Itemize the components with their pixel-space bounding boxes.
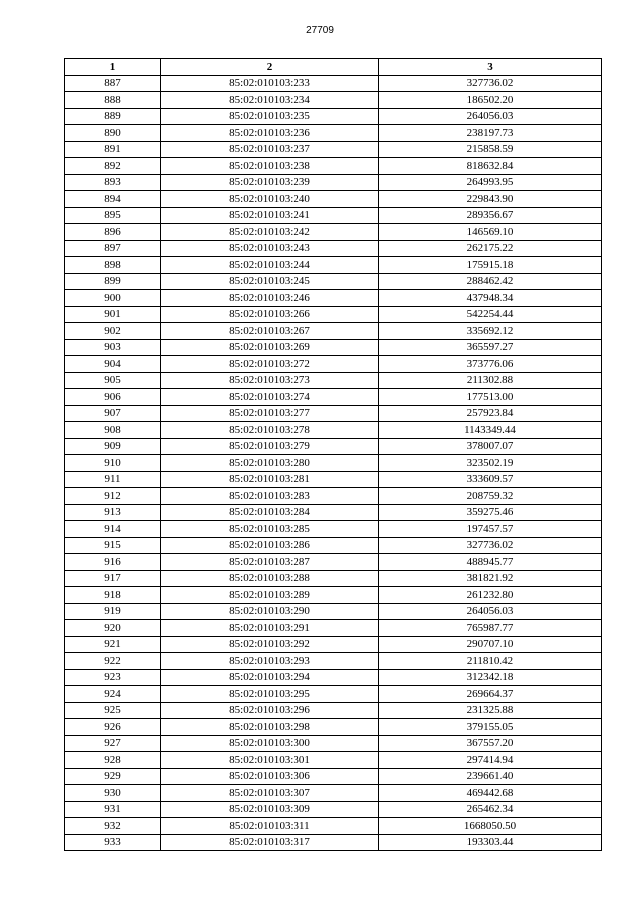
header-row xyxy=(65,59,602,76)
value-cell: 177513.00 xyxy=(379,389,602,406)
table-row xyxy=(65,554,602,571)
table-row xyxy=(65,339,602,356)
value-cell: 262175.22 xyxy=(379,240,602,257)
cadastral-number-cell: 85:02:010103:280 xyxy=(161,455,379,472)
row-number-cell: 897 xyxy=(65,240,161,257)
value-cell: 365597.27 xyxy=(379,339,602,356)
table-row xyxy=(65,752,602,769)
cadastral-number-cell: 85:02:010103:242 xyxy=(161,224,379,241)
value-cell: 765987.77 xyxy=(379,620,602,637)
value-cell: 367557.20 xyxy=(379,735,602,752)
row-number-cell: 890 xyxy=(65,125,161,142)
table-row xyxy=(65,191,602,208)
table-row xyxy=(65,455,602,472)
row-number-cell: 895 xyxy=(65,207,161,224)
table-row xyxy=(65,125,602,142)
table-row xyxy=(65,719,602,736)
row-number-cell: 892 xyxy=(65,158,161,175)
row-number-cell: 929 xyxy=(65,768,161,785)
cadastral-number-cell: 85:02:010103:296 xyxy=(161,702,379,719)
value-cell: 264056.03 xyxy=(379,108,602,125)
value-cell: 1668050.50 xyxy=(379,818,602,835)
cadastral-number-cell: 85:02:010103:234 xyxy=(161,92,379,109)
value-cell: 297414.94 xyxy=(379,752,602,769)
cadastral-number-cell: 85:02:010103:281 xyxy=(161,471,379,488)
row-number-cell: 928 xyxy=(65,752,161,769)
row-number-cell: 923 xyxy=(65,669,161,686)
row-number-cell: 887 xyxy=(65,75,161,92)
value-cell: 335692.12 xyxy=(379,323,602,340)
table-row xyxy=(65,174,602,191)
row-number-cell: 909 xyxy=(65,438,161,455)
cadastral-number-cell: 85:02:010103:290 xyxy=(161,603,379,620)
value-cell: 327736.02 xyxy=(379,75,602,92)
row-number-cell: 901 xyxy=(65,306,161,323)
row-number-cell: 905 xyxy=(65,372,161,389)
value-cell: 239661.40 xyxy=(379,768,602,785)
table-row xyxy=(65,570,602,587)
value-cell: 289356.67 xyxy=(379,207,602,224)
table-row xyxy=(65,273,602,290)
cadastral-number-cell: 85:02:010103:279 xyxy=(161,438,379,455)
value-cell: 488945.77 xyxy=(379,554,602,571)
header-cell-2: 2 xyxy=(161,59,379,76)
row-number-cell: 918 xyxy=(65,587,161,604)
cadastral-number-cell: 85:02:010103:278 xyxy=(161,422,379,439)
table-row xyxy=(65,620,602,637)
table-row xyxy=(65,785,602,802)
cadastral-number-cell: 85:02:010103:287 xyxy=(161,554,379,571)
cadastral-number-cell: 85:02:010103:266 xyxy=(161,306,379,323)
value-cell: 323502.19 xyxy=(379,455,602,472)
table-row xyxy=(65,224,602,241)
value-cell: 238197.73 xyxy=(379,125,602,142)
cadastral-number-cell: 85:02:010103:244 xyxy=(161,257,379,274)
value-cell: 211302.88 xyxy=(379,372,602,389)
value-cell: 359275.46 xyxy=(379,504,602,521)
row-number-cell: 930 xyxy=(65,785,161,802)
table-row xyxy=(65,438,602,455)
table-row xyxy=(65,372,602,389)
row-number-cell: 933 xyxy=(65,834,161,851)
cadastral-number-cell: 85:02:010103:300 xyxy=(161,735,379,752)
cadastral-number-cell: 85:02:010103:233 xyxy=(161,75,379,92)
table-row xyxy=(65,521,602,538)
cadastral-number-cell: 85:02:010103:240 xyxy=(161,191,379,208)
cadastral-number-cell: 85:02:010103:298 xyxy=(161,719,379,736)
table-row xyxy=(65,834,602,851)
value-cell: 265462.34 xyxy=(379,801,602,818)
table-row xyxy=(65,636,602,653)
table-header xyxy=(65,59,602,76)
cadastral-number-cell: 85:02:010103:317 xyxy=(161,834,379,851)
cadastral-number-cell: 85:02:010103:292 xyxy=(161,636,379,653)
cadastral-number-cell: 85:02:010103:235 xyxy=(161,108,379,125)
value-cell: 146569.10 xyxy=(379,224,602,241)
cadastral-number-cell: 85:02:010103:273 xyxy=(161,372,379,389)
row-number-cell: 914 xyxy=(65,521,161,538)
value-cell: 818632.84 xyxy=(379,158,602,175)
cadastral-number-cell: 85:02:010103:307 xyxy=(161,785,379,802)
row-number-cell: 898 xyxy=(65,257,161,274)
table-row xyxy=(65,768,602,785)
cadastral-number-cell: 85:02:010103:293 xyxy=(161,653,379,670)
cadastral-number-cell: 85:02:010103:239 xyxy=(161,174,379,191)
table-row xyxy=(65,422,602,439)
table-row xyxy=(65,158,602,175)
data-table xyxy=(64,58,602,851)
cadastral-number-cell: 85:02:010103:283 xyxy=(161,488,379,505)
table-row xyxy=(65,356,602,373)
row-number-cell: 907 xyxy=(65,405,161,422)
table-row xyxy=(65,75,602,92)
row-number-cell: 889 xyxy=(65,108,161,125)
row-number-cell: 921 xyxy=(65,636,161,653)
row-number-cell: 908 xyxy=(65,422,161,439)
row-number-cell: 900 xyxy=(65,290,161,307)
cadastral-number-cell: 85:02:010103:274 xyxy=(161,389,379,406)
table-row xyxy=(65,686,602,703)
row-number-cell: 903 xyxy=(65,339,161,356)
table-row xyxy=(65,735,602,752)
row-number-cell: 915 xyxy=(65,537,161,554)
table-row xyxy=(65,818,602,835)
row-number-cell: 922 xyxy=(65,653,161,670)
table-row xyxy=(65,471,602,488)
value-cell: 197457.57 xyxy=(379,521,602,538)
value-cell: 229843.90 xyxy=(379,191,602,208)
cadastral-number-cell: 85:02:010103:311 xyxy=(161,818,379,835)
cadastral-number-cell: 85:02:010103:284 xyxy=(161,504,379,521)
cadastral-number-cell: 85:02:010103:286 xyxy=(161,537,379,554)
value-cell: 378007.07 xyxy=(379,438,602,455)
cadastral-number-cell: 85:02:010103:243 xyxy=(161,240,379,257)
table-row xyxy=(65,290,602,307)
cadastral-number-cell: 85:02:010103:272 xyxy=(161,356,379,373)
value-cell: 257923.84 xyxy=(379,405,602,422)
cadastral-number-cell: 85:02:010103:269 xyxy=(161,339,379,356)
table-row xyxy=(65,801,602,818)
value-cell: 261232.80 xyxy=(379,587,602,604)
value-cell: 175915.18 xyxy=(379,257,602,274)
table-row xyxy=(65,702,602,719)
cadastral-number-cell: 85:02:010103:277 xyxy=(161,405,379,422)
value-cell: 333609.57 xyxy=(379,471,602,488)
cadastral-number-cell: 85:02:010103:291 xyxy=(161,620,379,637)
table-row xyxy=(65,669,602,686)
value-cell: 1143349.44 xyxy=(379,422,602,439)
row-number-cell: 927 xyxy=(65,735,161,752)
table-row xyxy=(65,504,602,521)
row-number-cell: 931 xyxy=(65,801,161,818)
value-cell: 437948.34 xyxy=(379,290,602,307)
row-number-cell: 893 xyxy=(65,174,161,191)
header-cell-3: 3 xyxy=(379,59,602,76)
row-number-cell: 888 xyxy=(65,92,161,109)
row-number-cell: 924 xyxy=(65,686,161,703)
header-cell-1: 1 xyxy=(65,59,161,76)
row-number-cell: 911 xyxy=(65,471,161,488)
value-cell: 542254.44 xyxy=(379,306,602,323)
value-cell: 264056.03 xyxy=(379,603,602,620)
page-number: 27709 xyxy=(306,25,334,36)
cadastral-number-cell: 85:02:010103:294 xyxy=(161,669,379,686)
row-number-cell: 913 xyxy=(65,504,161,521)
table-row xyxy=(65,537,602,554)
row-number-cell: 904 xyxy=(65,356,161,373)
row-number-cell: 926 xyxy=(65,719,161,736)
table-row xyxy=(65,92,602,109)
row-number-cell: 920 xyxy=(65,620,161,637)
row-number-cell: 912 xyxy=(65,488,161,505)
value-cell: 290707.10 xyxy=(379,636,602,653)
table-row xyxy=(65,587,602,604)
cadastral-number-cell: 85:02:010103:237 xyxy=(161,141,379,158)
cadastral-number-cell: 85:02:010103:236 xyxy=(161,125,379,142)
cadastral-number-cell: 85:02:010103:301 xyxy=(161,752,379,769)
table-row xyxy=(65,108,602,125)
table-row xyxy=(65,141,602,158)
value-cell: 373776.06 xyxy=(379,356,602,373)
row-number-cell: 896 xyxy=(65,224,161,241)
cadastral-number-cell: 85:02:010103:246 xyxy=(161,290,379,307)
value-cell: 264993.95 xyxy=(379,174,602,191)
cadastral-number-cell: 85:02:010103:289 xyxy=(161,587,379,604)
cadastral-number-cell: 85:02:010103:245 xyxy=(161,273,379,290)
table-row xyxy=(65,207,602,224)
cadastral-number-cell: 85:02:010103:309 xyxy=(161,801,379,818)
row-number-cell: 894 xyxy=(65,191,161,208)
value-cell: 269664.37 xyxy=(379,686,602,703)
table-row xyxy=(65,323,602,340)
table-row xyxy=(65,405,602,422)
row-number-cell: 891 xyxy=(65,141,161,158)
table-row xyxy=(65,389,602,406)
row-number-cell: 917 xyxy=(65,570,161,587)
value-cell: 312342.18 xyxy=(379,669,602,686)
table-row xyxy=(65,653,602,670)
table-row xyxy=(65,603,602,620)
value-cell: 469442.68 xyxy=(379,785,602,802)
value-cell: 215858.59 xyxy=(379,141,602,158)
row-number-cell: 919 xyxy=(65,603,161,620)
row-number-cell: 916 xyxy=(65,554,161,571)
cadastral-number-cell: 85:02:010103:267 xyxy=(161,323,379,340)
row-number-cell: 899 xyxy=(65,273,161,290)
cadastral-number-cell: 85:02:010103:285 xyxy=(161,521,379,538)
row-number-cell: 932 xyxy=(65,818,161,835)
cadastral-number-cell: 85:02:010103:295 xyxy=(161,686,379,703)
value-cell: 381821.92 xyxy=(379,570,602,587)
row-number-cell: 906 xyxy=(65,389,161,406)
table-body xyxy=(65,75,602,851)
cadastral-number-cell: 85:02:010103:238 xyxy=(161,158,379,175)
value-cell: 211810.42 xyxy=(379,653,602,670)
value-cell: 208759.32 xyxy=(379,488,602,505)
table-row xyxy=(65,240,602,257)
table-row xyxy=(65,488,602,505)
row-number-cell: 925 xyxy=(65,702,161,719)
row-number-cell: 902 xyxy=(65,323,161,340)
value-cell: 186502.20 xyxy=(379,92,602,109)
value-cell: 327736.02 xyxy=(379,537,602,554)
value-cell: 193303.44 xyxy=(379,834,602,851)
table-row xyxy=(65,257,602,274)
cadastral-number-cell: 85:02:010103:241 xyxy=(161,207,379,224)
row-number-cell: 910 xyxy=(65,455,161,472)
cadastral-number-cell: 85:02:010103:306 xyxy=(161,768,379,785)
value-cell: 288462.42 xyxy=(379,273,602,290)
cadastral-number-cell: 85:02:010103:288 xyxy=(161,570,379,587)
table-row xyxy=(65,306,602,323)
value-cell: 231325.88 xyxy=(379,702,602,719)
value-cell: 379155.05 xyxy=(379,719,602,736)
